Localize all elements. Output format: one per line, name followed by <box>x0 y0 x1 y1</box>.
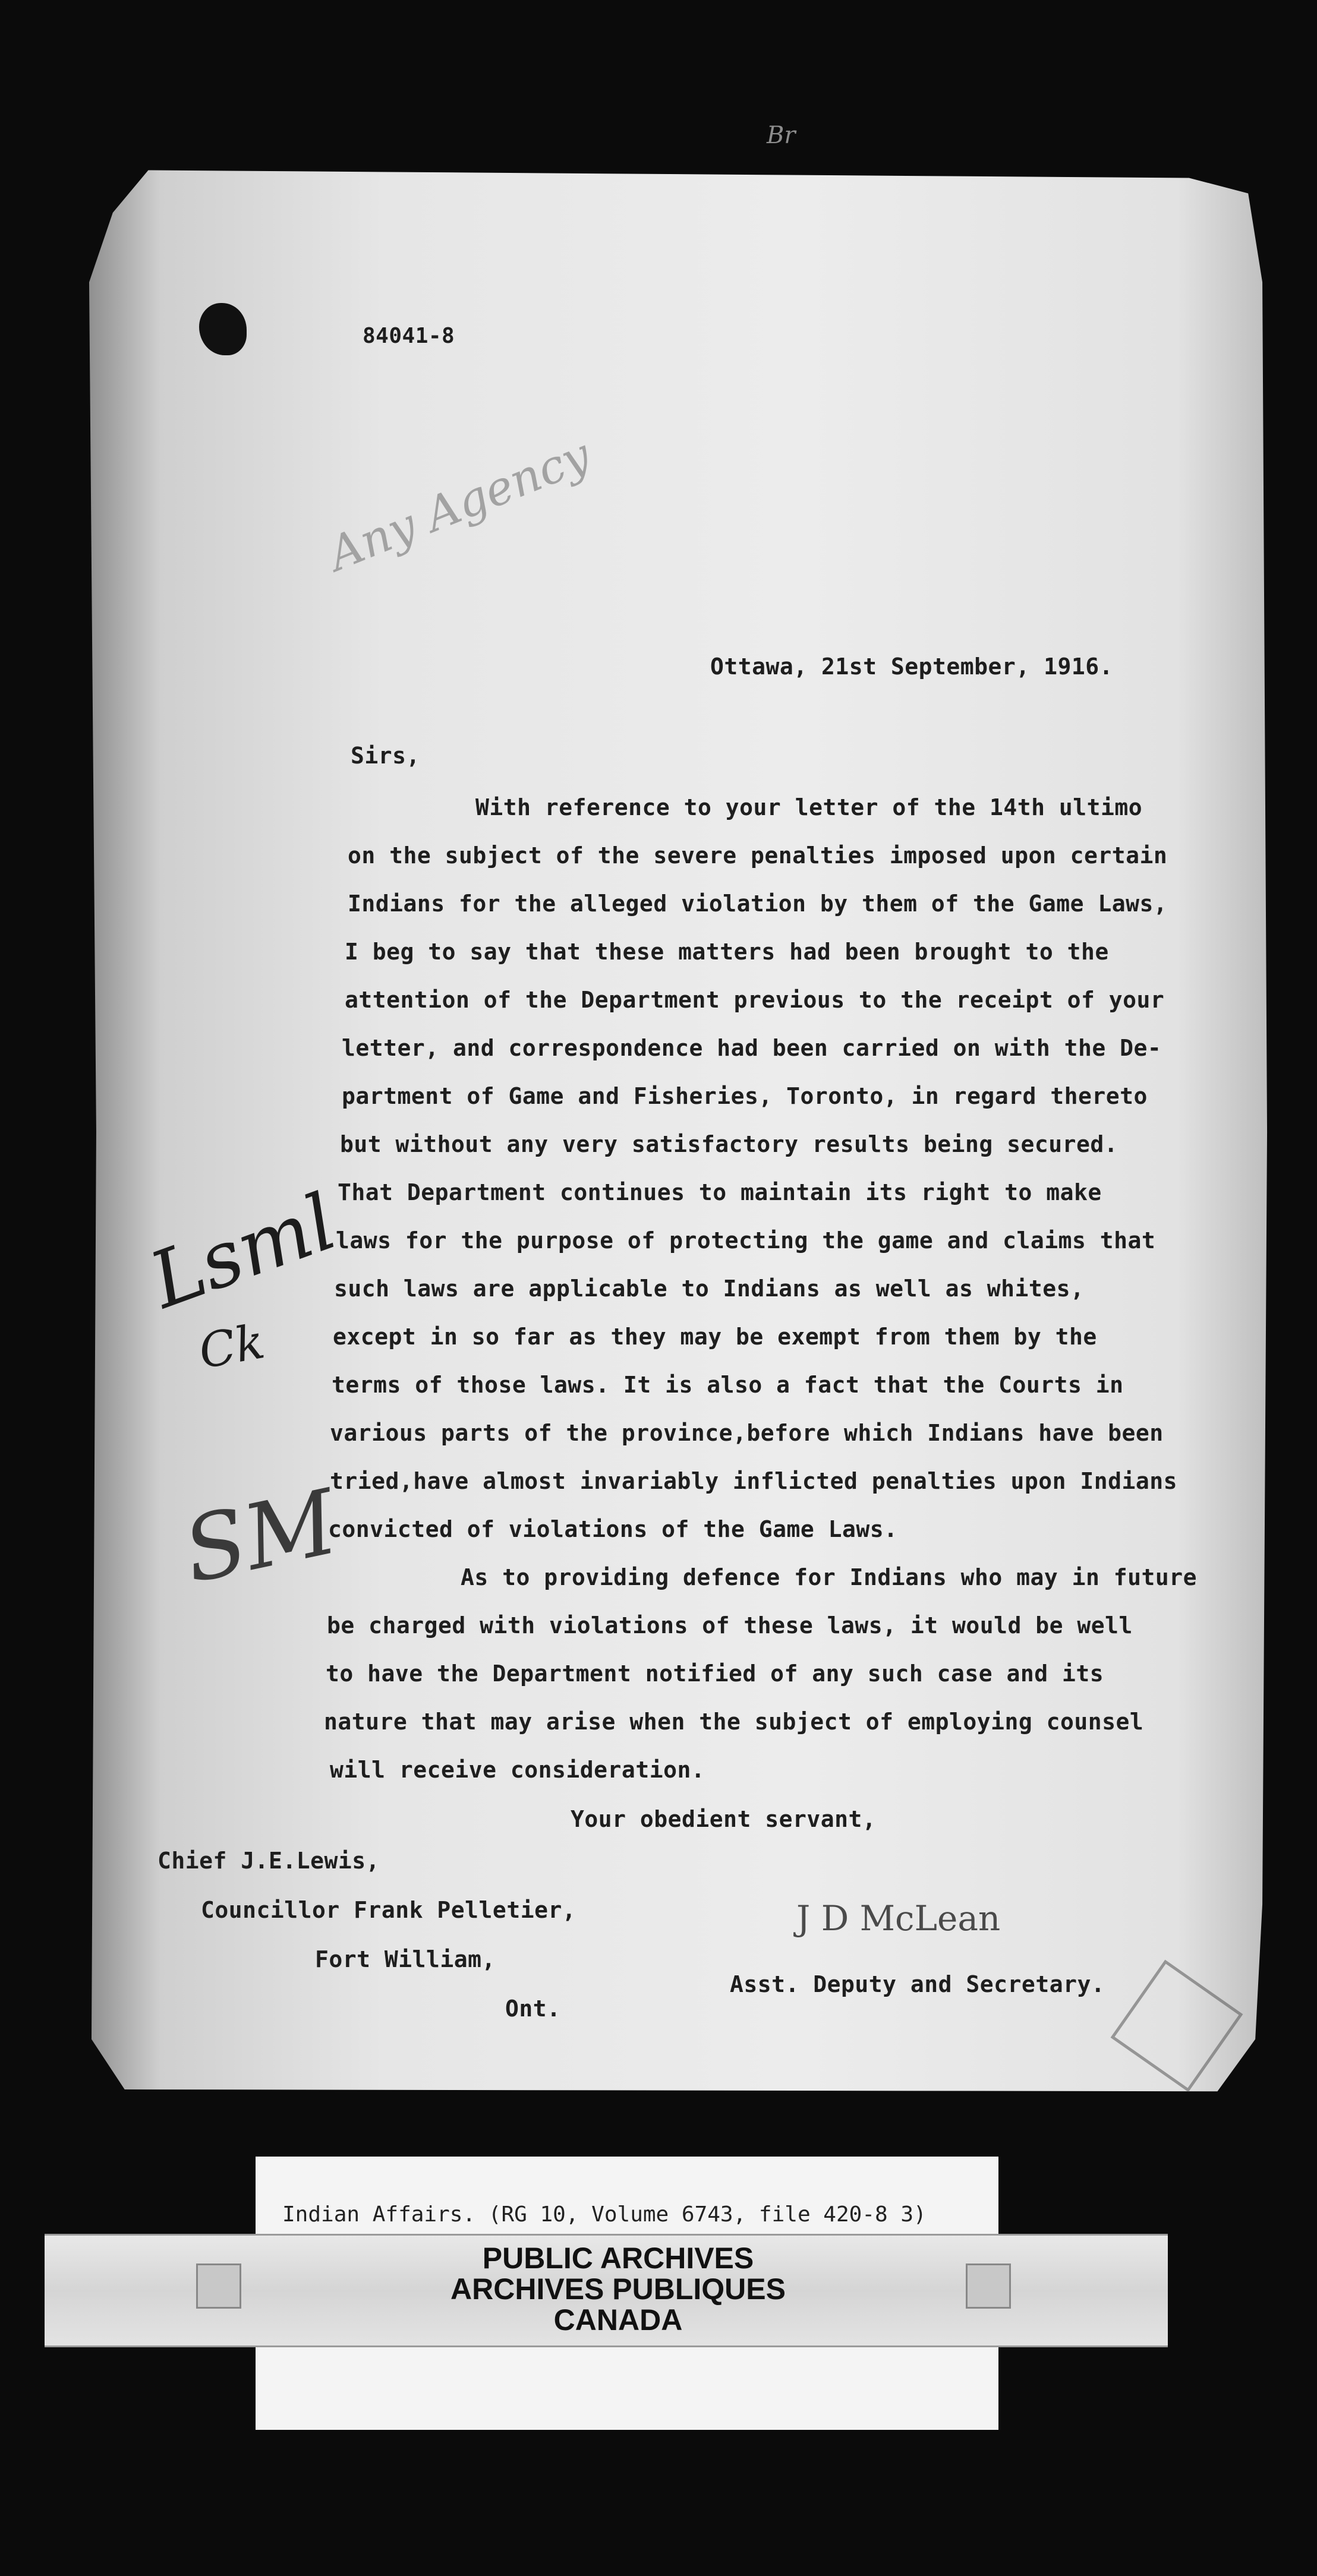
body-line: As to providing defence for Indians who may in future <box>461 1564 1198 1590</box>
handwritten-annotation: Any Agency <box>321 428 598 582</box>
archival-reference: Indian Affairs. (RG 10, Volume 6743, file 420-8 3) <box>282 2202 927 2227</box>
archive-label-line: CANADA <box>553 2303 683 2337</box>
salutation: Sirs, <box>351 743 420 769</box>
body-line: That Department continues to maintain its right to make <box>338 1179 1102 1205</box>
addressee-line: Ont. <box>505 1996 561 2022</box>
body-line: such laws are applicable to Indians as well as whites, <box>334 1276 1085 1302</box>
handwritten-initials: SM <box>175 1470 346 1603</box>
body-line: to have the Department notified of any such case and its <box>326 1660 1104 1687</box>
body-line: be charged with violations of these laws, it would be well <box>327 1612 1133 1639</box>
addressee-line: Chief J.E.Lewis, <box>157 1848 380 1874</box>
body-line: but without any very satisfactory results being secured. <box>340 1131 1118 1157</box>
body-line: letter, and correspondence had been carried on with the De- <box>342 1035 1162 1061</box>
addressee-line: Fort William, <box>315 1946 496 1972</box>
closing: Your obedient servant, <box>571 1806 877 1832</box>
archive-label <box>368 2243 868 2335</box>
body-line: on the subject of the severe penalties imposed upon certain <box>348 842 1168 869</box>
file-number: 84041-8 <box>363 324 455 348</box>
body-line: convicted of violations of the Game Laws. <box>328 1516 898 1542</box>
top-mark: Br <box>767 122 796 149</box>
date-line: Ottawa, 21st September, 1916. <box>710 654 1113 680</box>
handwritten-mark: Ck <box>194 1314 269 1379</box>
body-line: except in so far as they may be exempt from them by the <box>333 1324 1097 1350</box>
archive-label-line: ARCHIVES PUBLIQUES <box>450 2272 786 2306</box>
body-line: will receive consideration. <box>330 1757 705 1783</box>
body-line: With reference to your letter of the 14th ultimo <box>475 794 1143 820</box>
bar-clip-right <box>966 2264 1011 2309</box>
archive-label-line: PUBLIC ARCHIVES <box>482 2242 754 2275</box>
body-line: attention of the Department previous to the receipt of your <box>345 987 1165 1013</box>
signer-title: Asst. Deputy and Secretary. <box>730 1971 1105 1997</box>
body-line: terms of those laws. It is also a fact that the Courts in <box>332 1372 1124 1398</box>
bar-clip-left <box>196 2264 241 2309</box>
body-line: partment of Game and Fisheries, Toronto, in regard thereto <box>342 1083 1148 1109</box>
body-line: tried,have almost invariably inflicted penalties upon Indians <box>330 1468 1178 1494</box>
handwritten-initials: Lsml <box>138 1176 348 1326</box>
signature: J D McLean <box>796 1898 1001 1939</box>
body-line: laws for the purpose of protecting the game and claims that <box>336 1227 1156 1254</box>
body-line: nature that may arise when the subject of employing counsel <box>324 1709 1144 1735</box>
body-line: I beg to say that these matters had been brought to the <box>345 939 1109 965</box>
body-line: Indians for the alleged violation by them of the Game Laws, <box>348 891 1168 917</box>
addressee-line: Councillor Frank Pelletier, <box>201 1897 576 1923</box>
body-line: various parts of the province,before which Indians have been <box>330 1420 1164 1446</box>
